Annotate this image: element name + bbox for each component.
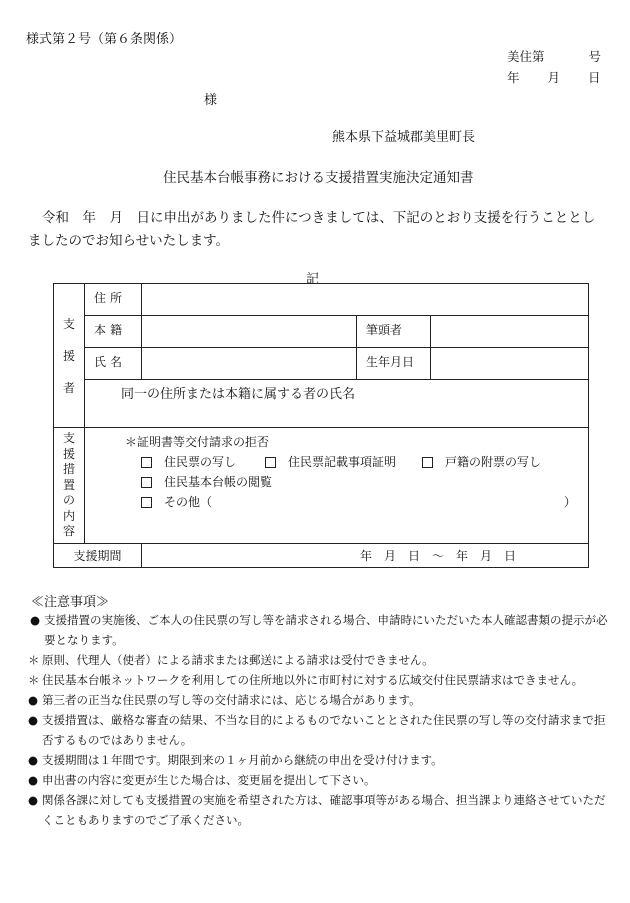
name-field[interactable] [142,348,357,380]
support-table [53,283,589,568]
ref-suffix: 号 [588,49,602,64]
date-year: 年 [507,70,520,85]
period-label: 支援期間 [54,544,142,568]
note-item: ＊ 原則、代理人（使者）による請求または郵送による請求は受付できません。 [28,653,434,667]
checkbox-juminhyo-copy[interactable] [141,457,152,468]
option-other-close: ） [564,495,577,509]
same-household-label: 同一の住所または本籍に属する者の氏名 [85,380,589,428]
support-content-label: 支 援 措 置 の 内 容 [54,428,85,544]
supporter-label: 支 援 者 [54,284,85,428]
address-label: 住所 [85,284,142,316]
option-juminhyo-items: 住民票記載事項証明 [288,455,397,469]
honseki-field[interactable] [142,316,357,348]
notes-list [28,610,612,830]
form-number: 様式第２号（第６条関係） [26,32,183,47]
note-item: ● 関係各課に対しても支援措置の実施を希望された方は、確認事項等がある場合、担当課より連絡させていただくこともありますのでご了承ください。 [28,793,606,827]
addressee-suffix: 様 [204,93,218,108]
hittousha-field[interactable] [431,316,589,348]
checkbox-other[interactable] [141,497,152,508]
issue-date [507,68,601,86]
honseki-label: 本籍 [85,316,142,348]
name-label: 氏名 [85,348,142,380]
note-item: ● 支援措置の実施後、ご本人の住民票の写し等を請求される場合、申請時にいただいた本人確認書類の提示が必要となります。 [30,613,608,647]
ref-prefix: 美住第 [507,49,545,64]
body-paragraph: 令和 年 月 日に申出がありました件につきましては、下記のとおり支援を行うこととしましたのでお知らせいたします。 [28,210,596,249]
ki-heading: 記 [306,272,320,287]
checkbox-daicho-etsuran[interactable] [141,477,152,488]
notes-heading: ≪注意事項≫ [31,595,110,610]
date-month: 月 [547,70,561,85]
reference-number [507,47,601,65]
hittousha-label: 筆頭者 [357,316,431,348]
note-item: ● 第三者の正当な住民票の写し等の交付請求には、応じる場合があります。 [28,693,421,707]
period-value[interactable]: 年 月 日 ～ 年 月 日 [142,544,589,568]
note-item: ＊ 住民基本台帳ネットワークを利用しての住所地以外に市町村に対する広域交付住民票請求はできません。 [28,673,584,687]
option-other: その他（ [164,495,213,509]
option-koseki-fuhyo: 戸籍の附票の写し [445,455,542,469]
refusal-heading: ＊証明書等交付請求の拒否 [125,435,270,449]
support-content-cell [85,428,589,544]
address-field[interactable] [142,284,589,316]
option-juminhyo-copy: 住民票の写し [164,455,237,469]
issuer-name: 熊本県下益城郡美里町長 [332,130,476,145]
note-item: ● 申出書の内容に変更が生じた場合は、変更届を提出して下さい。 [28,773,376,787]
birthdate-label: 生年月日 [357,348,431,380]
birthdate-field[interactable] [431,348,589,380]
date-day: 日 [588,70,601,85]
note-item: ● 支援期間は１年間です。期限到来の１ヶ月前から継続の申出を受け付けます。 [28,753,443,767]
option-daicho-etsuran: 住民基本台帳の閲覧 [164,475,273,489]
checkbox-juminhyo-items[interactable] [265,457,276,468]
document-title: 住民基本台帳事務における支援措置実施決定通知書 [163,170,474,186]
note-item: ● 支援措置は、厳格な審査の結果、不当な目的によるものでないこととされた住民票の写し等の交付請求まで拒否するものではありません。 [28,713,606,747]
checkbox-koseki-fuhyo[interactable] [422,457,433,468]
